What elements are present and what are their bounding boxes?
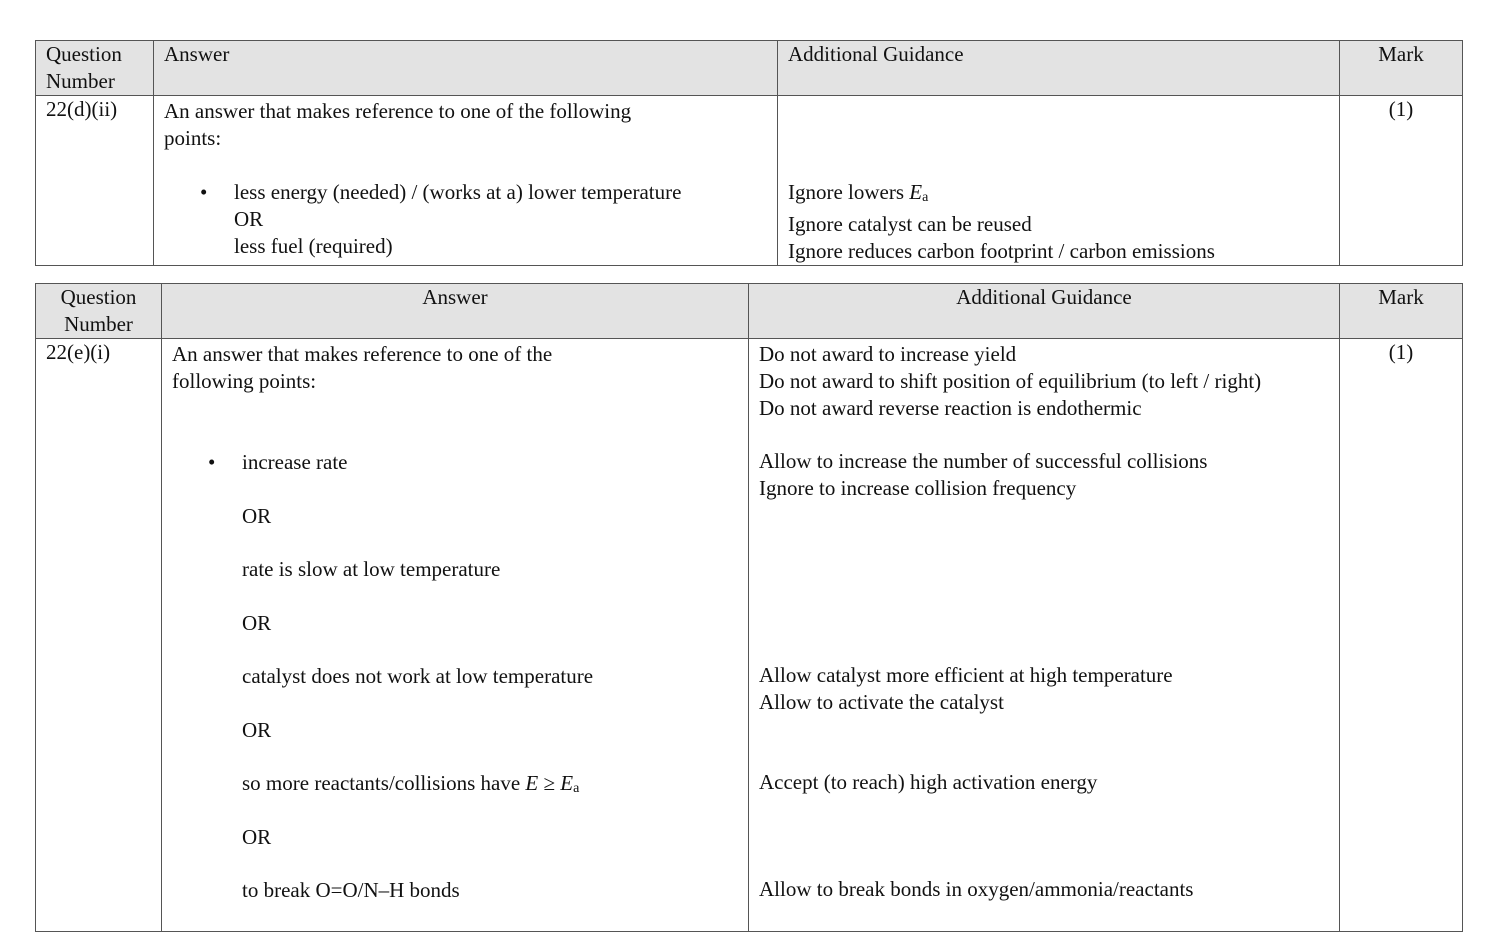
- header-mark: Mark: [1340, 41, 1463, 96]
- answer-bullet-point: • less energy (needed) / (works at a) lower temperature OR less fuel (required): [200, 180, 682, 258]
- guidance-group: Allow to increase the number of successful collisions Ignore to increase collision frequency: [759, 449, 1208, 500]
- answer-option: increase rate: [242, 450, 348, 474]
- guidance-cell: [749, 339, 1340, 932]
- answer-option: so more reactants/collisions have E ≥ Ea: [242, 771, 580, 796]
- header-question-number: Question Number: [36, 41, 154, 96]
- table-row: [36, 339, 1463, 932]
- guidance-line: Ignore lowers Ea: [788, 180, 929, 205]
- or-separator: OR: [242, 503, 272, 528]
- answer-bullet-point: [172, 449, 738, 931]
- mark-scheme-table-22e-i: [35, 283, 1463, 932]
- answer-intro: An answer that makes reference to one of the following points:: [164, 99, 632, 150]
- answer-option: rate is slow at low temperature: [242, 557, 501, 581]
- bullet-icon: •: [200, 180, 208, 204]
- question-number: 22(e)(i): [36, 339, 162, 932]
- header-additional-guidance: Additional Guidance: [749, 284, 1340, 339]
- header-question-number: Question Number: [36, 284, 162, 339]
- mark-scheme-table-22d-ii: [35, 40, 1463, 266]
- header-mark: Mark: [1340, 284, 1463, 339]
- answer-intro: An answer that makes reference to one of the following points:: [172, 342, 553, 393]
- mark-cell: (1): [1340, 96, 1463, 266]
- header-answer: Answer: [154, 41, 778, 96]
- mark-cell: (1): [1340, 339, 1463, 932]
- table-row: [36, 96, 1463, 266]
- answer-option: catalyst does not work at low temperature: [242, 664, 594, 688]
- guidance-cell: [778, 96, 1340, 266]
- answer-option: to break O=O/N–H bonds: [242, 878, 460, 902]
- guidance-group: Allow catalyst more efficient at high temperature Allow to activate the catalyst: [759, 663, 1173, 714]
- guidance-group: Accept (to reach) high activation energy: [759, 770, 1098, 794]
- or-separator: OR: [242, 824, 272, 849]
- bullet-icon: •: [208, 450, 216, 474]
- answer-cell: [154, 96, 778, 266]
- header-answer: Answer: [162, 284, 749, 339]
- answer-cell: [162, 339, 749, 932]
- guidance-line: Ignore catalyst can be reused: [788, 212, 1032, 236]
- guidance-group: Do not award to increase yield Do not award to shift position of equilibrium (to left / right) Do not award reverse reaction is endothermic: [759, 342, 1262, 420]
- guidance-line: Ignore reduces carbon footprint / carbon emissions: [788, 239, 1215, 263]
- question-number: 22(d)(ii): [36, 96, 154, 266]
- header-additional-guidance: Additional Guidance: [778, 41, 1340, 96]
- or-separator: OR: [242, 717, 272, 742]
- table-header-row: [36, 284, 1463, 339]
- table-header-row: [36, 41, 1463, 96]
- guidance-group: Allow to break bonds in oxygen/ammonia/reactants: [759, 877, 1194, 901]
- or-separator: OR: [242, 610, 272, 635]
